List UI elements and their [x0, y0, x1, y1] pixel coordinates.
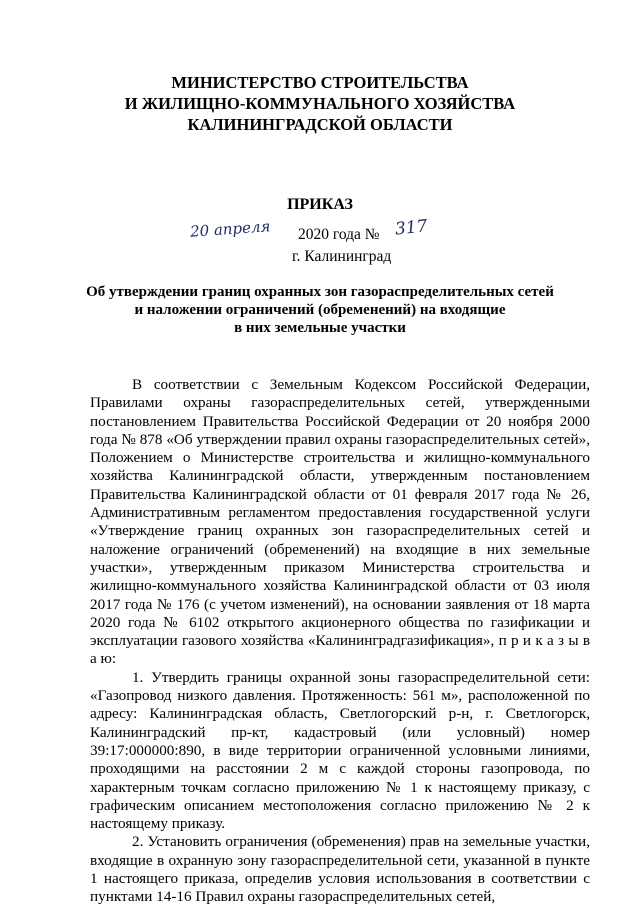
subject-line-3: в них земельные участки	[234, 320, 406, 336]
ministry-line-1: МИНИСТЕРСТВО СТРОИТЕЛЬСТВА	[171, 73, 469, 92]
ministry-header	[0, 72, 640, 135]
item-1-paragraph: 1. Утвердить границы охранной зоны газораспределительной сети: «Газопровод низкого давления. Протяженность: 561 м», расположенной по адресу: Калининградская область, Светлогорский р-н, г. Светлогорск, Калининградский пр-кт, кадастровый (или условный) номер 39:17:000000:890, в виде территории ограниченной условными линиями, проходящими на расстоянии 2 м с каждой стороны газопровода, по характерным точкам согласно приложению № 1 к настоящему приказу, с графическим описанием местоположения согласно приложению № 2 к настоящему приказу.	[90, 668, 590, 833]
handwritten-date: 20 апреля	[189, 217, 271, 241]
order-date-line	[189, 216, 450, 246]
handwritten-order-number: 317	[394, 216, 429, 240]
document-type-heading: ПРИКАЗ	[287, 196, 353, 213]
order-subject	[0, 283, 640, 337]
order-body	[90, 376, 590, 907]
item-2-paragraph: 2. Установить ограничения (обременения) прав на земельные участки, входящие в охранную зону газораспределительной сети, указанной в пункте 1 настоящего приказа, определив условия использования в соответствии с пунктами 14-16 Правил охраны газораспределительных сетей,	[90, 833, 590, 906]
subject-line-1: Об утверждении границ охранных зон газораспределительных сетей	[86, 284, 554, 300]
ministry-line-3: КАЛИНИНГРАДСКОЙ ОБЛАСТИ	[187, 115, 453, 134]
subject-line-2: и наложении ограничений (обременений) на входящие	[134, 302, 506, 318]
ministry-line-2: И ЖИЛИЩНО-КОММУНАЛЬНОГО ХОЗЯЙСТВА	[124, 94, 516, 113]
city-line: г. Калининград	[292, 248, 392, 265]
order-year-label: 2020 года №	[298, 226, 380, 243]
preamble-paragraph: В соответствии с Земельным Кодексом Российской Федерации, Правилами охраны газораспределительных сетей, утвержденными постановлением Правительства Российской Федерации от 20 ноября 2000 года № 878 «Об утверждении правил охраны газораспределительных сетей», Положением о Министерстве строительства и жилищно-коммунального хозяйства Калининградской области, утвержденным постановлением Правительства Калининградской области от 01 февраля 2017 года № 26, Административным регламентом предоставления государственной услуги «Утверждение границ охранных зон газораспределительных сетей и наложение ограничений (обременений) на входящие в них земельные участки», утвержденным приказом Министерства строительства и жилищно-коммунального хозяйства Калининградской области от 03 июля 2017 года № 176 (с учетом изменений), на основании заявления от 18 марта 2020 года № 6102 открытого акционерного общества по газификации и эксплуатации газового хозяйства «Калининградгазификация», п р и к а з ы в а ю:	[90, 376, 590, 668]
